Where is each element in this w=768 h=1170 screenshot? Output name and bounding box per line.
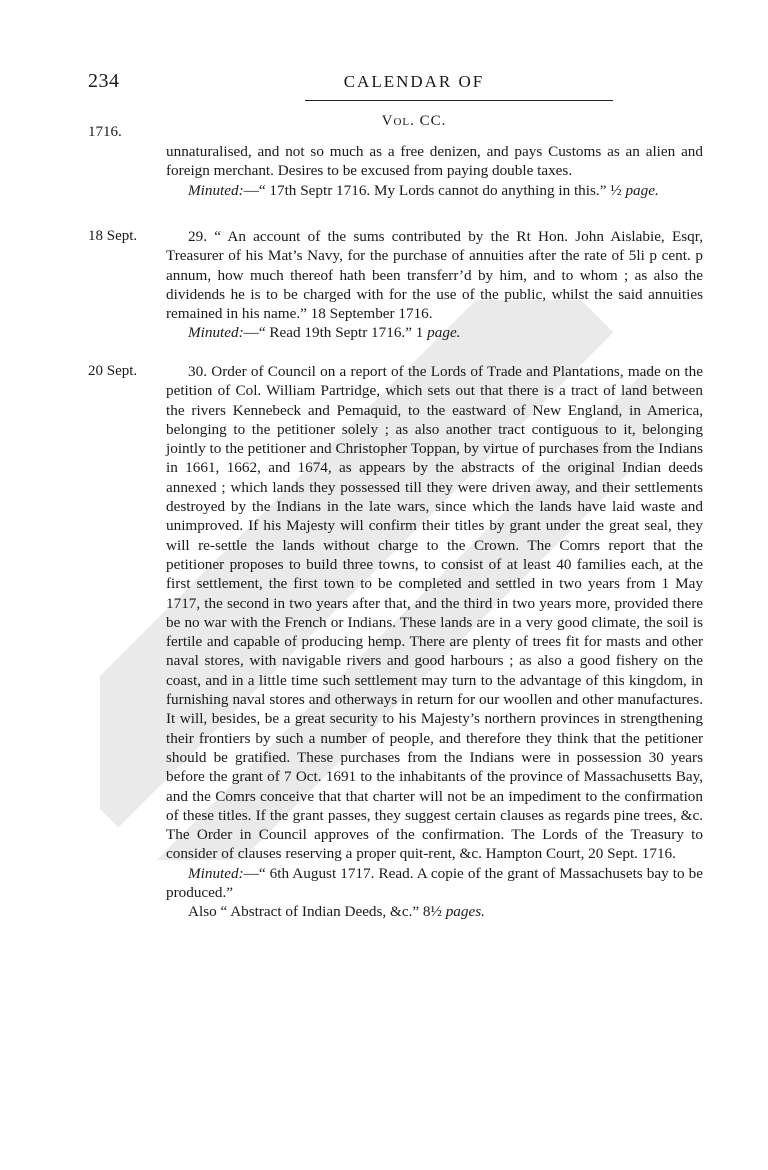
page-count: page. bbox=[625, 181, 659, 199]
entry-text: 30. Order of Council on a report of the Lords of Trade and Plantations, made on the petition of Col. William Partridge, which sets out that there is a tract of land between the rivers Kennebeck and Pemaquid, to the eastward of New England, in America, belonging to the petitioner solely ; as also another tract contiguous to it, belonging jointly to the petitioner and Christopher Toppan, by virtue of purchases from the Indians in 1661, 1662, and 1674, as appears by the abstracts of the original Indian deeds annexed ; which lands they possessed till they were driven away, and their settlements destroyed by the Indians in the late wars, since which the lands have laid waste and unimproved. If his Majesty will confirm their titles by grant under the great seal, they will re-settle the lands without charge to the Crown. The Comrs report that the petitioner proposes to build three towns, to consist of at least 40 families each, at the first settlement, the first town to be completed and settled in two years from 1 May 1717, the second in two years after that, and the third in two years more, provided there be no war with the French or Indians. These lands are in a very good climate, the soil is fertile and capable of producing hemp. There are plenty of trees fit for masts and other naval stores, with navigable rivers and good harbours ; as also a good fishery on the coast, and in a little time such settlement may turn to the advantage of this kingdom, in furnishing naval stores and otherways in return for our woollen and other manufactures. It will, besides, be a great security to his Majesty’s northern provinces in strengthening their frontiers by such a number of people, and therefore they think that the petitioner should be gratified. These purchases from the Indians were in possession 30 years before the grant of 7 Oct. 1691 to the inhabitants of the province of Massachusetts Bay, and the Comrs conceive that that charter will not be an impediment to the confirmation of these titles. If the grant passes, they suggest certain clauses as regards pine trees, &c. The Order in Council approves of the confirmation. The Lords of the Treasury to consider of clauses reserving a proper quit-rent, &c. Hampton Court, 20 Sept. 1716. bbox=[166, 363, 703, 863]
also-text: Also “ Abstract of Indian Deeds, &c.” 8½ bbox=[188, 903, 442, 921]
minuted-text: —“ 17th Septr 1716. My Lords cannot do anything in this.” ½ bbox=[243, 181, 622, 199]
entry-text: unnaturalised, and not so much as a free denizen, and pays Customs as an alien and foreign merchant. Desires to be excused from paying double taxes. bbox=[166, 143, 703, 180]
minuted-note bbox=[166, 181, 703, 200]
header-rule bbox=[305, 100, 613, 101]
minuted-label: Minuted: bbox=[188, 864, 244, 882]
entry-text: 29. “ An account of the sums contributed by the Rt Hon. John Aislabie, Esqr, Treasurer of his Mat’s Navy, for the purchase of annuities after the rate of 5li p cent. p annum, how much thereof hath been transferr’d by him, and to whom ; as also the dividends he is to be charged with for the use of the public, whilst the said annuities remained in his name.” 18 September 1716. bbox=[166, 228, 703, 323]
minuted-label: Minuted: bbox=[188, 181, 244, 199]
entry-29 bbox=[166, 227, 703, 343]
margin-date-entry-30: 20 Sept. bbox=[88, 363, 138, 379]
entry-28-continuation bbox=[166, 142, 703, 200]
margin-date-entry-29: 18 Sept. bbox=[88, 228, 138, 244]
minuted-note bbox=[166, 323, 703, 342]
running-head: CALENDAR OF bbox=[343, 72, 485, 91]
minuted-note bbox=[166, 864, 703, 903]
minuted-label: Minuted: bbox=[188, 324, 244, 342]
page-count: pages. bbox=[445, 903, 485, 921]
entry-30 bbox=[166, 362, 703, 922]
minuted-text: —“ Read 19th Septr 1716.” 1 bbox=[243, 324, 424, 342]
margin-year: 1716. bbox=[88, 124, 122, 140]
volume-heading: Vol. CC. bbox=[381, 113, 447, 129]
also-note bbox=[166, 902, 703, 921]
page-count: page. bbox=[427, 324, 461, 342]
page-header bbox=[0, 70, 768, 100]
minuted-text: —“ 6th August 1717. Read. A copie of the grant of Massachusets bay to be produced.” bbox=[166, 864, 703, 902]
page-number: 234 bbox=[88, 70, 120, 92]
